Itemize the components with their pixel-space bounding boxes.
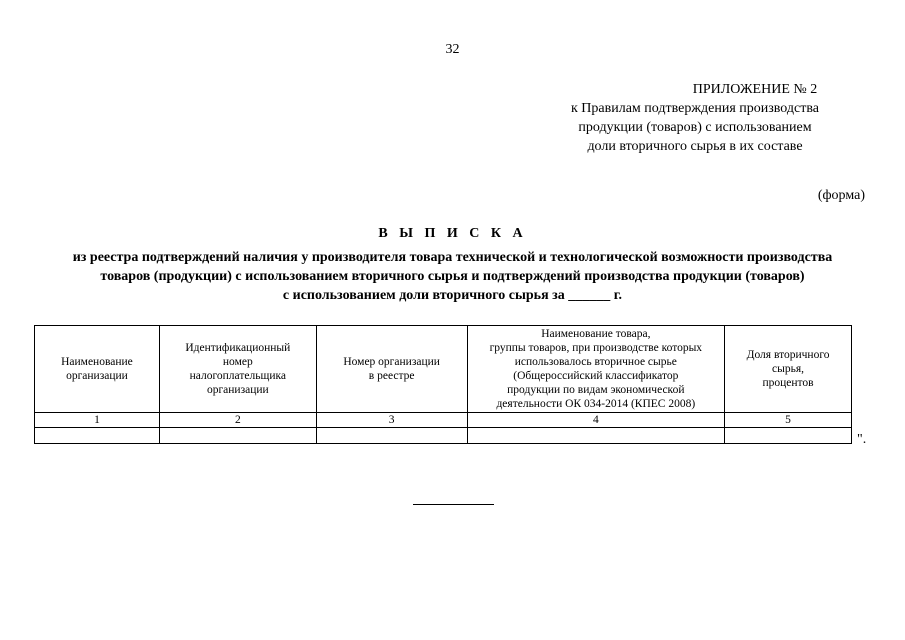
column-header: Идентификационный номер налогоплательщика организации (159, 326, 316, 413)
appendix-line: продукции (товаров) с использованием (578, 120, 812, 135)
appendix-line: к Правилам подтверждения производства (570, 101, 819, 116)
column-number: 4 (467, 413, 725, 428)
register-table (34, 325, 852, 444)
closing-quote: ". (857, 432, 867, 447)
column-number: 3 (316, 413, 467, 428)
column-header: Наименование организации (35, 326, 160, 413)
column-header: Доля вторичного сырья, процентов (725, 326, 852, 413)
column-number: 5 (725, 413, 852, 428)
column-number: 1 (35, 413, 160, 428)
column-number: 2 (159, 413, 316, 428)
separator-line (413, 504, 494, 505)
document-subtitle (30, 248, 875, 305)
appendix-title: ПРИЛОЖЕНИЕ № 2 (692, 82, 818, 97)
form-label: (форма) (817, 188, 865, 203)
table-header-row (35, 326, 852, 413)
document-title: В Ы П И С К А (378, 226, 527, 241)
table-cell (467, 428, 725, 444)
appendix-block (545, 80, 905, 156)
subtitle-line: с использованием доли вторичного сырья за ______ г. (282, 288, 623, 303)
appendix-line: доли вторичного сырья в их составе (587, 139, 803, 154)
table-cell (316, 428, 467, 444)
table-row (35, 428, 852, 444)
page-number: 32 (445, 42, 460, 57)
column-number-row (35, 413, 852, 428)
table-cell (35, 428, 160, 444)
column-header: Наименование товара, группы товаров, при производстве которых использовалось вторичное сырье (Общероссийский классификатор продукции по видам экономической деятельности ОК 034-2014 (КПЕС 2008) (467, 326, 725, 413)
subtitle-line: товаров (продукции) с использованием вторичного сырья и подтверждений производства продукции (товаров) (100, 269, 805, 284)
column-header: Номер организации в реестре (316, 326, 467, 413)
table-cell (725, 428, 852, 444)
subtitle-line: из реестра подтверждений наличия у производителя товара технической и технологической возможности производства (72, 250, 833, 265)
table-cell (159, 428, 316, 444)
